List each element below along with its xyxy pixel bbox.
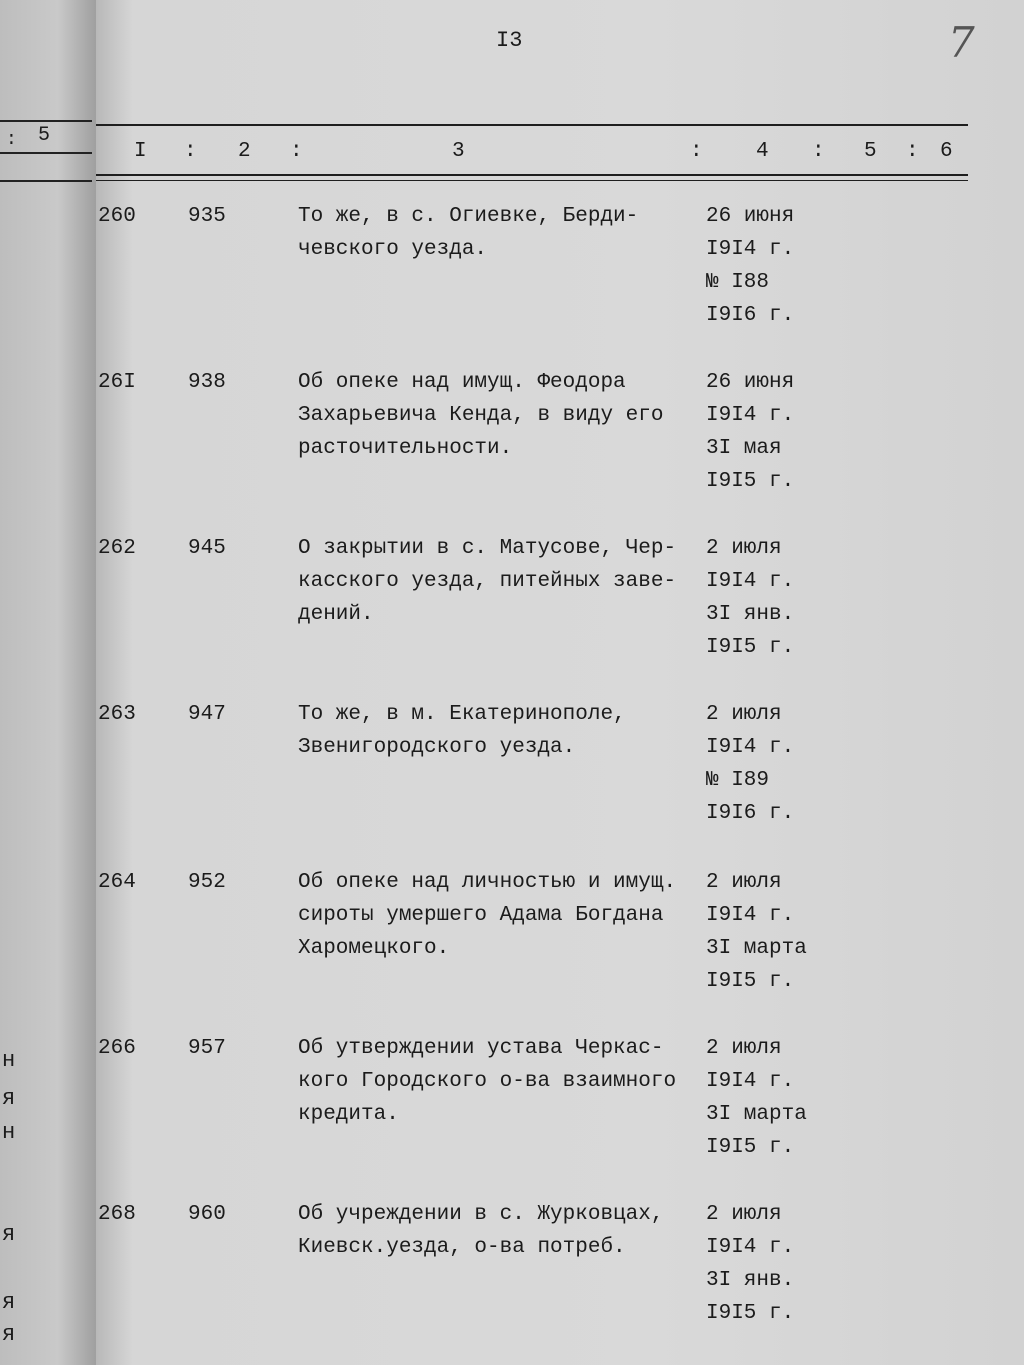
left-page-rule bbox=[0, 120, 92, 122]
date-line: 3I марта bbox=[706, 937, 807, 960]
record-title bbox=[298, 366, 663, 465]
record-index: 263 bbox=[98, 703, 136, 726]
page-number: I3 bbox=[496, 28, 523, 53]
file-number: 938 bbox=[188, 371, 226, 394]
record-index: 264 bbox=[98, 871, 136, 894]
file-number: 947 bbox=[188, 703, 226, 726]
date-line: 2 июля bbox=[706, 537, 782, 560]
record-index: 26I bbox=[98, 371, 136, 394]
title-line: касского уезда, питейных заве- bbox=[298, 570, 677, 593]
title-line: дений. bbox=[298, 603, 374, 626]
left-page-edge bbox=[0, 0, 96, 1365]
date-line: 3I янв. bbox=[706, 603, 795, 626]
date-line: I9I4 г. bbox=[706, 238, 795, 261]
record-index: 268 bbox=[98, 1203, 136, 1226]
record-title bbox=[298, 866, 676, 965]
file-number: 935 bbox=[188, 205, 226, 228]
date-line: I9I4 г. bbox=[706, 1236, 795, 1259]
date-line: I9I6 г. bbox=[706, 304, 795, 327]
date-line: № I89 bbox=[706, 769, 770, 792]
left-page-rule bbox=[0, 152, 92, 154]
left-page-fragment: н bbox=[2, 1048, 16, 1073]
date-line: I9I5 г. bbox=[706, 636, 795, 659]
date-line: I9I4 г. bbox=[706, 570, 795, 593]
title-line: кредита. bbox=[298, 1103, 399, 1126]
record-index: 262 bbox=[98, 537, 136, 560]
title-line: Звенигородского уезда. bbox=[298, 736, 576, 759]
left-page-colon: : bbox=[6, 130, 17, 150]
date-line: 2 июля bbox=[706, 703, 782, 726]
left-page-fragment: я bbox=[2, 1322, 16, 1347]
title-line: расточительности. bbox=[298, 437, 513, 460]
title-line: сироты умершего Адама Богдана bbox=[298, 904, 664, 927]
record-dates bbox=[706, 866, 807, 998]
date-line: I9I4 г. bbox=[706, 736, 795, 759]
date-line: 26 июня bbox=[706, 371, 795, 394]
date-line: 3I мая bbox=[706, 437, 782, 460]
record-dates bbox=[706, 200, 794, 332]
date-line: 2 июля bbox=[706, 1203, 782, 1226]
record-dates bbox=[706, 532, 794, 664]
folio-number: 7 bbox=[948, 18, 975, 67]
column-header-separator: : bbox=[690, 140, 703, 163]
file-number: 960 bbox=[188, 1203, 226, 1226]
record-dates bbox=[706, 1198, 794, 1330]
title-line: Об утверждении устава Черкас- bbox=[298, 1037, 664, 1060]
title-line: О закрытии в с. Матусове, Чер- bbox=[298, 537, 677, 560]
left-page-fragment: я bbox=[2, 1222, 16, 1247]
date-line: 2 июля bbox=[706, 871, 782, 894]
document-page bbox=[96, 0, 1024, 1365]
record-title bbox=[298, 200, 638, 266]
title-line: Захарьевича Кенда, в виду его bbox=[298, 404, 664, 427]
header-bottom-rule bbox=[96, 174, 968, 176]
file-number: 945 bbox=[188, 537, 226, 560]
column-header-5: 5 bbox=[864, 140, 877, 163]
date-line: I9I5 г. bbox=[706, 1302, 795, 1325]
date-line: I9I4 г. bbox=[706, 404, 795, 427]
title-line: чевского уезда. bbox=[298, 238, 488, 261]
header-top-rule bbox=[96, 124, 968, 126]
date-line: № I88 bbox=[706, 271, 770, 294]
header-bottom-rule-2 bbox=[96, 180, 968, 181]
record-dates bbox=[706, 698, 794, 830]
date-line: 3I марта bbox=[706, 1103, 807, 1126]
title-line: То же, в с. Огиевке, Берди- bbox=[298, 205, 639, 228]
title-line: Об учреждении в с. Журковцах, bbox=[298, 1203, 664, 1226]
left-page-fragment: я bbox=[2, 1290, 16, 1315]
left-page-header-number: 5 bbox=[38, 124, 51, 147]
left-page-fragment: я bbox=[2, 1086, 16, 1111]
title-line: Об опеке над личностью и имущ. bbox=[298, 871, 677, 894]
column-header-1: I bbox=[134, 140, 147, 163]
date-line: I9I5 г. bbox=[706, 1136, 795, 1159]
column-header-separator: : bbox=[290, 140, 303, 163]
title-line: То же, в м. Екатеринополе, bbox=[298, 703, 626, 726]
date-line: 26 июня bbox=[706, 205, 795, 228]
date-line: I9I4 г. bbox=[706, 904, 795, 927]
title-line: Об опеке над имущ. Феодора bbox=[298, 371, 626, 394]
column-header-4: 4 bbox=[756, 140, 769, 163]
column-header-separator: : bbox=[812, 140, 825, 163]
record-dates bbox=[706, 366, 794, 498]
column-header-3: 3 bbox=[452, 140, 465, 163]
record-title bbox=[298, 698, 626, 764]
column-header-separator: : bbox=[906, 140, 919, 163]
column-header-separator: : bbox=[184, 140, 197, 163]
date-line: I9I5 г. bbox=[706, 970, 795, 993]
left-page-fragment: н bbox=[2, 1120, 16, 1145]
file-number: 952 bbox=[188, 871, 226, 894]
title-line: Киевск.уезда, о-ва потреб. bbox=[298, 1236, 626, 1259]
column-header-6: 6 bbox=[940, 140, 953, 163]
record-title bbox=[298, 532, 676, 631]
file-number: 957 bbox=[188, 1037, 226, 1060]
record-index: 266 bbox=[98, 1037, 136, 1060]
title-line: Харомецкого. bbox=[298, 937, 450, 960]
record-dates bbox=[706, 1032, 807, 1164]
column-header-2: 2 bbox=[238, 140, 251, 163]
date-line: 2 июля bbox=[706, 1037, 782, 1060]
record-title bbox=[298, 1032, 676, 1131]
date-line: 3I янв. bbox=[706, 1269, 795, 1292]
left-page-rule bbox=[0, 180, 92, 182]
record-title bbox=[298, 1198, 663, 1264]
date-line: I9I4 г. bbox=[706, 1070, 795, 1093]
title-line: кого Городского о-ва взаимного bbox=[298, 1070, 677, 1093]
date-line: I9I6 г. bbox=[706, 802, 795, 825]
date-line: I9I5 г. bbox=[706, 470, 795, 493]
record-index: 260 bbox=[98, 205, 136, 228]
